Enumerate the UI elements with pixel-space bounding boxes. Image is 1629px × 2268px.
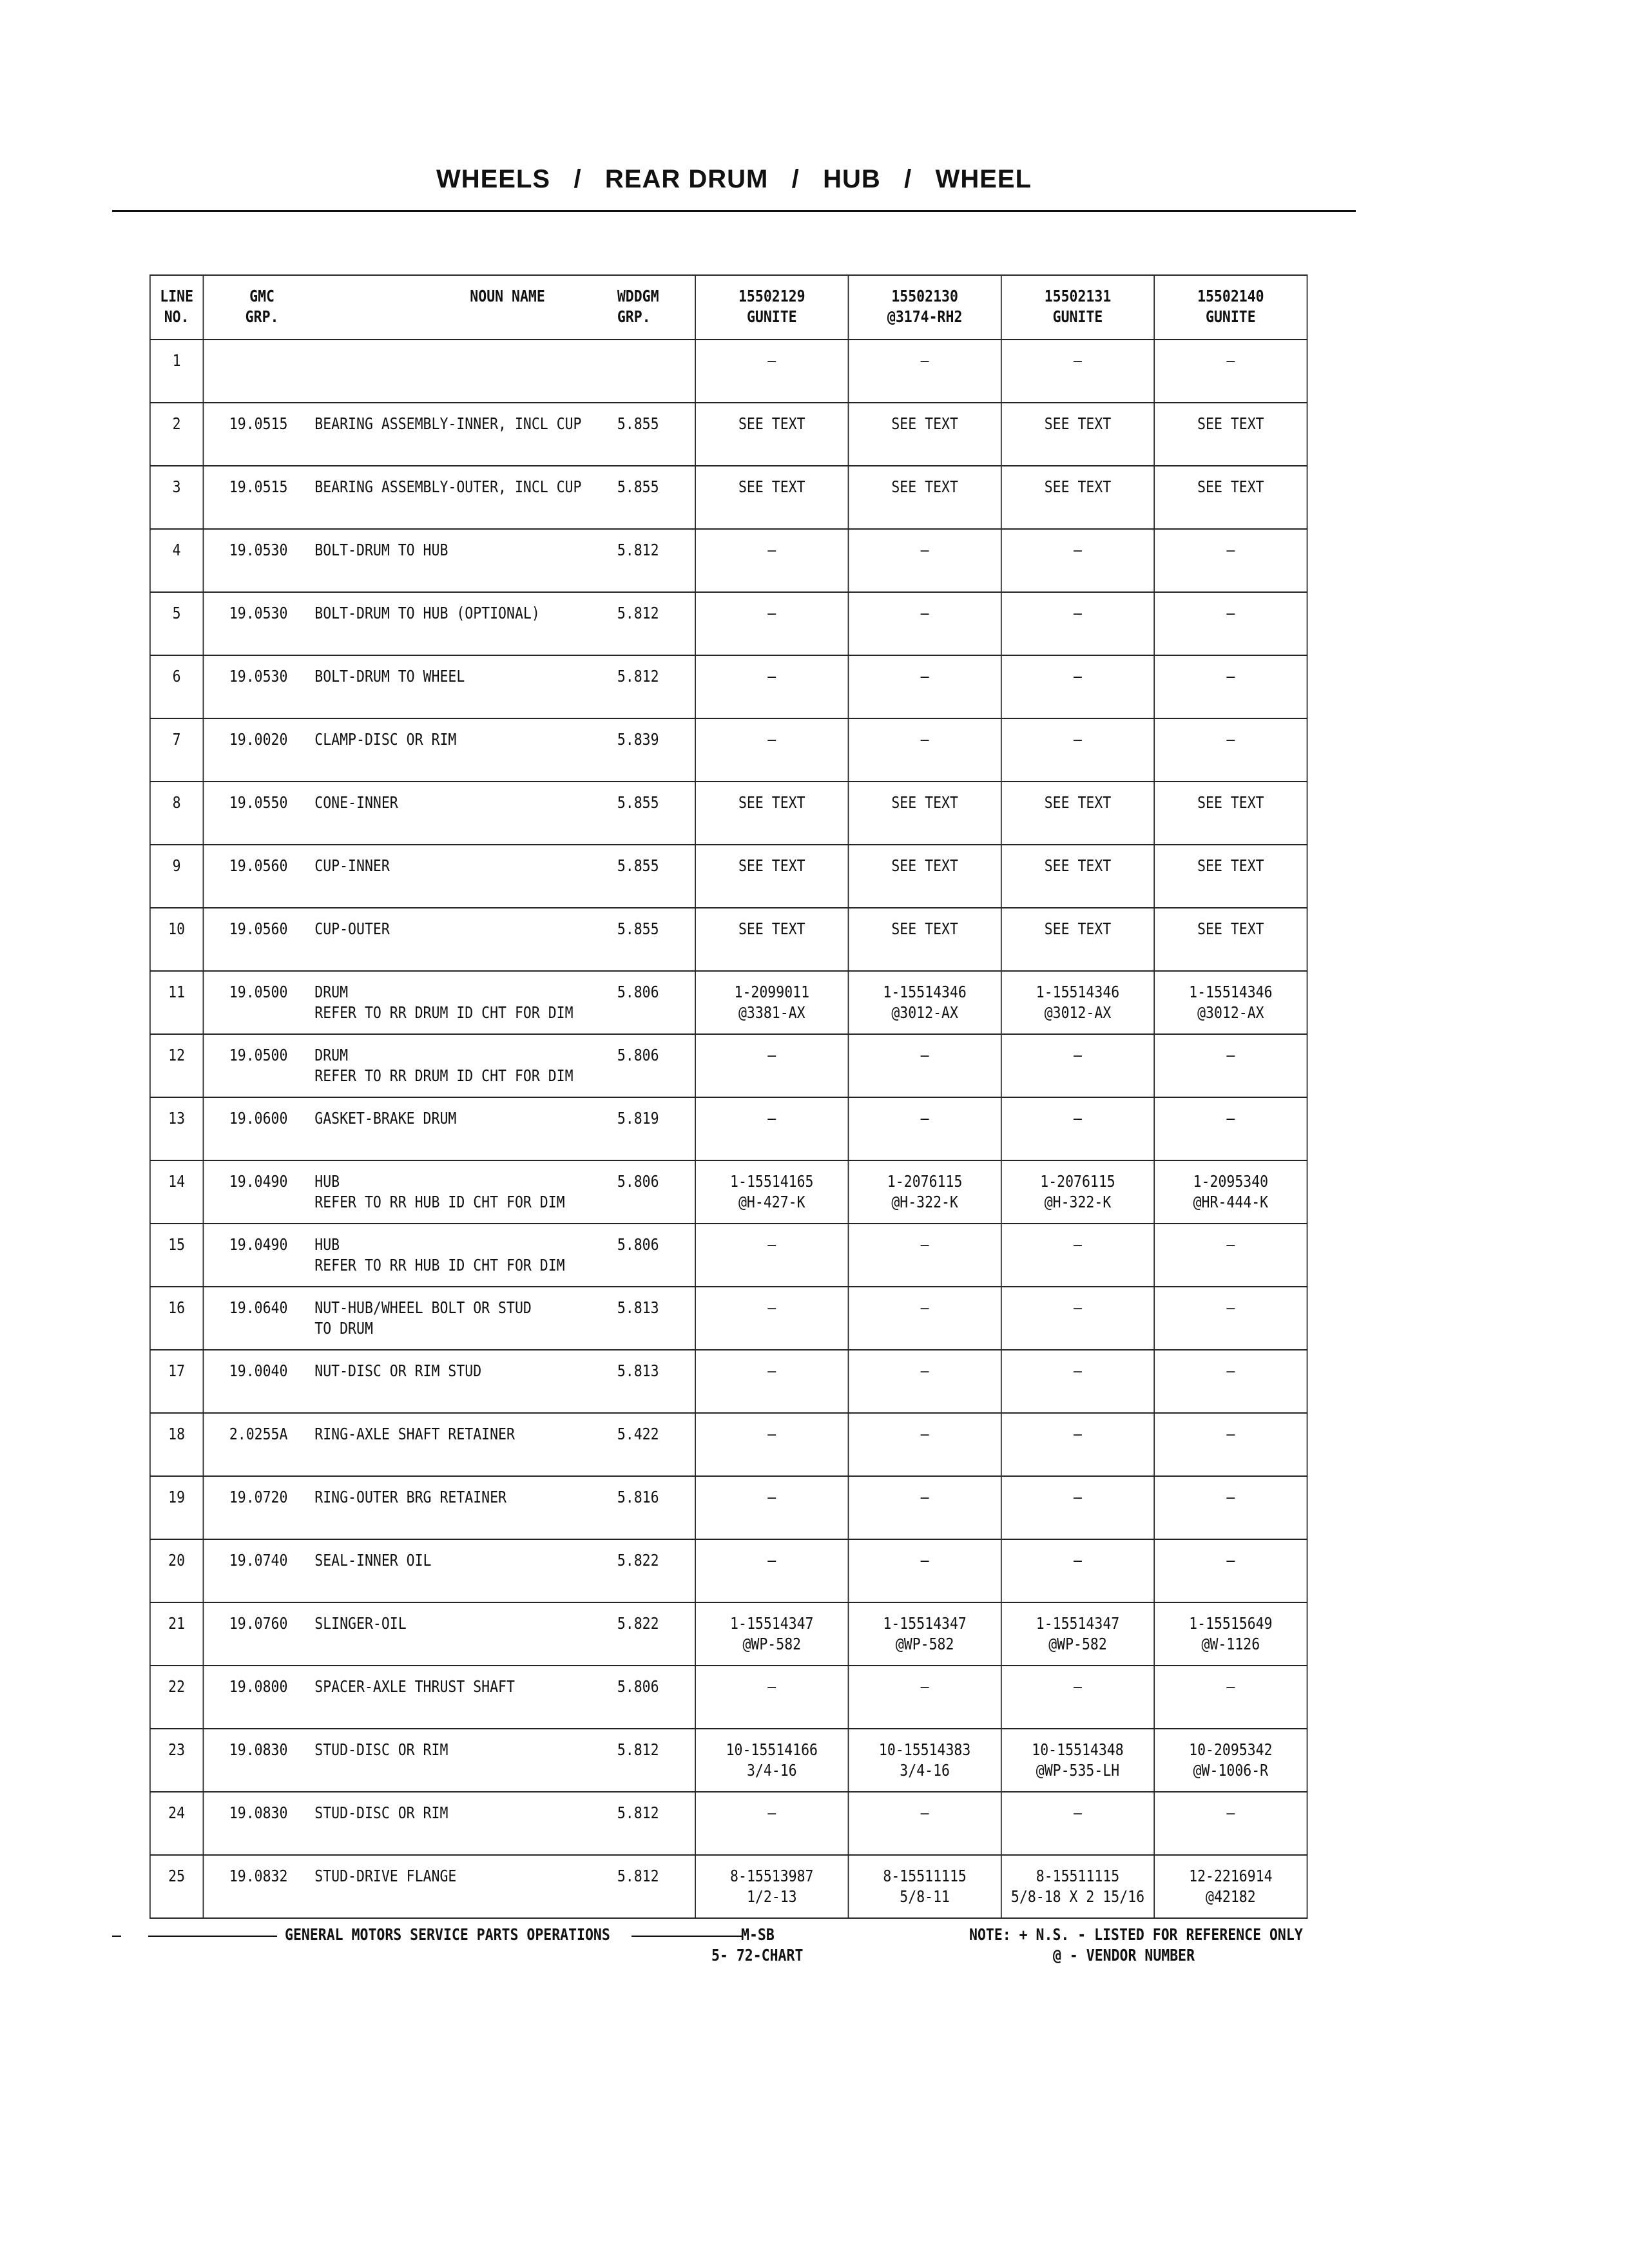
wddgm-group: 5.812 <box>617 541 659 559</box>
noun-name: SPACER-AXLE THRUST SHAFT <box>314 1677 515 1696</box>
gmc-group: 19.0740 <box>229 1551 288 1570</box>
part-number-cell: SEE TEXT <box>1154 403 1307 466</box>
wddgm-group: 5.855 <box>617 477 659 496</box>
part-number-cell: 8-15511115 5/8-18 X 2 15/16 <box>1001 1855 1154 1918</box>
gmc-group: 19.0500 <box>229 983 288 1001</box>
table-row <box>150 1224 1307 1287</box>
part-number-cell: 1-2076115 @H-322-K <box>1001 1160 1154 1224</box>
part-number-cell: — <box>1154 1097 1307 1160</box>
line-number: 23 <box>150 1729 204 1792</box>
part-number-cell: — <box>848 1476 1001 1539</box>
header-wddgm-grp: WDDGM GRP. <box>617 287 659 326</box>
wddgm-group: 5.813 <box>617 1361 659 1380</box>
page-footer <box>112 1925 1336 1970</box>
header-part-info <box>203 275 695 340</box>
part-number-cell: SEE TEXT <box>1001 782 1154 845</box>
table-row <box>150 718 1307 782</box>
part-number-cell: — <box>1001 1097 1154 1160</box>
gmc-group: 19.0832 <box>229 1867 288 1885</box>
gmc-group: 19.0600 <box>229 1109 288 1128</box>
part-info-cell <box>203 971 695 1034</box>
part-number-cell: — <box>848 592 1001 655</box>
part-number-cell: — <box>695 718 848 782</box>
part-info-cell <box>203 403 695 466</box>
noun-name: BEARING ASSEMBLY-OUTER, INCL CUP <box>314 477 582 496</box>
part-number-cell: — <box>695 1097 848 1160</box>
part-number-cell: 1-15514347 @WP-582 <box>1001 1602 1154 1666</box>
table-row <box>150 1666 1307 1729</box>
noun-name: BEARING ASSEMBLY-INNER, INCL CUP <box>314 414 582 433</box>
part-number-cell: — <box>848 655 1001 718</box>
part-number-cell: — <box>1154 529 1307 592</box>
table-row <box>150 1097 1307 1160</box>
gmc-group: 19.0530 <box>229 541 288 559</box>
part-info-cell <box>203 529 695 592</box>
part-number-cell: — <box>848 1792 1001 1855</box>
part-info-cell <box>203 1097 695 1160</box>
part-number-cell: — <box>695 1476 848 1539</box>
part-number-cell: SEE TEXT <box>1154 466 1307 529</box>
part-number-cell: — <box>1001 1476 1154 1539</box>
part-number-cell: — <box>848 718 1001 782</box>
gmc-group: 19.0800 <box>229 1677 288 1696</box>
table-row <box>150 1792 1307 1855</box>
header-line-no: LINE NO. <box>150 275 204 340</box>
table-row <box>150 592 1307 655</box>
part-info-cell <box>203 718 695 782</box>
noun-name: DRUM REFER TO RR DRUM ID CHT FOR DIM <box>314 1046 574 1085</box>
part-number-cell: — <box>695 1666 848 1729</box>
part-info-cell <box>203 466 695 529</box>
part-number-cell: — <box>1001 1350 1154 1413</box>
line-number: 20 <box>150 1539 204 1602</box>
noun-name: SLINGER-OIL <box>314 1614 407 1633</box>
part-number-cell: — <box>1001 529 1154 592</box>
part-number-cell: 10-15514166 3/4-16 <box>695 1729 848 1792</box>
header-noun-name: NOUN NAME <box>470 287 545 305</box>
part-number-cell: SEE TEXT <box>848 782 1001 845</box>
gmc-group: 19.0720 <box>229 1488 288 1506</box>
wddgm-group: 5.822 <box>617 1614 659 1633</box>
part-number-cell: — <box>1154 1350 1307 1413</box>
part-info-cell <box>203 1034 695 1097</box>
wddgm-group: 5.855 <box>617 414 659 433</box>
header-col-15502129: 15502129 GUNITE <box>695 275 848 340</box>
footer-left-dash <box>112 1936 121 1937</box>
part-number-cell: — <box>1154 1413 1307 1476</box>
gmc-group: 19.0500 <box>229 1046 288 1064</box>
part-number-cell: — <box>1001 1287 1154 1350</box>
part-number-cell: — <box>695 655 848 718</box>
wddgm-group: 5.812 <box>617 1867 659 1885</box>
part-info-cell <box>203 655 695 718</box>
wddgm-group: 5.812 <box>617 667 659 686</box>
part-number-cell: SEE TEXT <box>695 845 848 908</box>
gmc-group: 2.0255A <box>229 1425 288 1443</box>
line-number: 25 <box>150 1855 204 1918</box>
line-number: 13 <box>150 1097 204 1160</box>
part-info-cell <box>203 592 695 655</box>
line-number: 22 <box>150 1666 204 1729</box>
part-number-cell: — <box>695 1792 848 1855</box>
gmc-group: 19.0760 <box>229 1614 288 1633</box>
wddgm-group: 5.812 <box>617 604 659 622</box>
part-number-cell: SEE TEXT <box>848 845 1001 908</box>
part-number-cell: — <box>848 1097 1001 1160</box>
noun-name: HUB REFER TO RR HUB ID CHT FOR DIM <box>314 1235 565 1274</box>
line-number: 15 <box>150 1224 204 1287</box>
gmc-group: 19.0830 <box>229 1740 288 1759</box>
header-col-15502140: 15502140 GUNITE <box>1154 275 1307 340</box>
table-row <box>150 340 1307 403</box>
part-info-cell <box>203 1350 695 1413</box>
title-rule <box>112 210 1356 212</box>
wddgm-group: 5.839 <box>617 730 659 749</box>
part-number-cell: — <box>695 529 848 592</box>
page-title: WHEELS / REAR DRUM / HUB / WHEEL <box>436 165 1032 193</box>
part-number-cell: — <box>695 1034 848 1097</box>
part-info-cell <box>203 1539 695 1602</box>
wddgm-group: 5.422 <box>617 1425 659 1443</box>
footer-note: NOTE: + N.S. - LISTED FOR REFERENCE ONLY <box>969 1925 1303 1944</box>
table-row <box>150 1160 1307 1224</box>
table-header-row <box>150 275 1307 340</box>
wddgm-group: 5.855 <box>617 919 659 938</box>
table-row <box>150 845 1307 908</box>
line-number: 7 <box>150 718 204 782</box>
part-number-cell: SEE TEXT <box>695 908 848 971</box>
table-row <box>150 1476 1307 1539</box>
table-row <box>150 908 1307 971</box>
gmc-group: 19.0490 <box>229 1172 288 1191</box>
part-number-cell: SEE TEXT <box>695 466 848 529</box>
part-number-cell: 1-15514346 @3012-AX <box>1154 971 1307 1034</box>
line-number: 19 <box>150 1476 204 1539</box>
line-number: 14 <box>150 1160 204 1224</box>
gmc-group: 19.0515 <box>229 414 288 433</box>
table-row <box>150 529 1307 592</box>
noun-name: NUT-DISC OR RIM STUD <box>314 1361 482 1380</box>
part-number-cell: 12-2216914 @42182 <box>1154 1855 1307 1918</box>
part-number-cell: — <box>848 1350 1001 1413</box>
table-row <box>150 466 1307 529</box>
noun-name: BOLT-DRUM TO HUB <box>314 541 448 559</box>
table-row <box>150 1539 1307 1602</box>
noun-name: STUD-DISC OR RIM <box>314 1803 448 1822</box>
wddgm-group: 5.813 <box>617 1298 659 1317</box>
part-info-cell <box>203 1729 695 1792</box>
part-number-cell: — <box>1154 1287 1307 1350</box>
line-number: 1 <box>150 340 204 403</box>
part-info-cell <box>203 845 695 908</box>
line-number: 21 <box>150 1602 204 1666</box>
part-number-cell: SEE TEXT <box>1001 908 1154 971</box>
wddgm-group: 5.816 <box>617 1488 659 1506</box>
part-number-cell: — <box>1001 1413 1154 1476</box>
part-number-cell: — <box>848 1224 1001 1287</box>
part-number-cell: 1-15514346 @3012-AX <box>1001 971 1154 1034</box>
table-row <box>150 1350 1307 1413</box>
part-number-cell: 10-15514383 3/4-16 <box>848 1729 1001 1792</box>
wddgm-group: 5.806 <box>617 1235 659 1254</box>
part-number-cell: 1-15514347 @WP-582 <box>848 1602 1001 1666</box>
part-number-cell: SEE TEXT <box>848 403 1001 466</box>
line-number: 5 <box>150 592 204 655</box>
part-number-cell: — <box>695 340 848 403</box>
line-number: 16 <box>150 1287 204 1350</box>
gmc-group: 19.0530 <box>229 604 288 622</box>
line-number: 17 <box>150 1350 204 1413</box>
wddgm-group: 5.806 <box>617 983 659 1001</box>
part-number-cell: — <box>1154 1224 1307 1287</box>
part-number-cell: — <box>1001 1034 1154 1097</box>
part-number-cell: 8-15513987 1/2-13 <box>695 1855 848 1918</box>
gmc-group: 19.0830 <box>229 1803 288 1822</box>
table-row <box>150 1729 1307 1792</box>
noun-name: SEAL-INNER OIL <box>314 1551 432 1570</box>
part-number-cell: — <box>1001 718 1154 782</box>
part-number-cell: — <box>1154 718 1307 782</box>
noun-name: STUD-DRIVE FLANGE <box>314 1867 457 1885</box>
part-number-cell: 1-15514346 @3012-AX <box>848 971 1001 1034</box>
part-number-cell: SEE TEXT <box>1001 403 1154 466</box>
part-info-cell <box>203 1476 695 1539</box>
wddgm-group: 5.812 <box>617 1740 659 1759</box>
part-number-cell: — <box>1001 1539 1154 1602</box>
footer-code: M-SB <box>741 1925 775 1944</box>
table-row <box>150 782 1307 845</box>
part-info-cell <box>203 1666 695 1729</box>
part-info-cell <box>203 1792 695 1855</box>
wddgm-group: 5.819 <box>617 1109 659 1128</box>
part-number-cell: — <box>848 1034 1001 1097</box>
footer-org: GENERAL MOTORS SERVICE PARTS OPERATIONS <box>285 1925 610 1944</box>
noun-name: CONE-INNER <box>314 793 398 812</box>
part-number-cell: 1-2076115 @H-322-K <box>848 1160 1001 1224</box>
noun-name: CLAMP-DISC OR RIM <box>314 730 457 749</box>
part-info-cell <box>203 1287 695 1350</box>
gmc-group: 19.0550 <box>229 793 288 812</box>
part-number-cell: SEE TEXT <box>1154 845 1307 908</box>
part-number-cell: — <box>1001 1792 1154 1855</box>
part-number-cell: — <box>1154 340 1307 403</box>
part-number-cell: — <box>848 1539 1001 1602</box>
gmc-group: 19.0560 <box>229 856 288 875</box>
table-row <box>150 403 1307 466</box>
part-number-cell: — <box>848 1287 1001 1350</box>
part-number-cell: SEE TEXT <box>695 403 848 466</box>
table-row <box>150 1034 1307 1097</box>
parts-table <box>149 274 1307 1919</box>
part-number-cell: — <box>848 1666 1001 1729</box>
part-number-cell: SEE TEXT <box>695 782 848 845</box>
part-info-cell <box>203 1602 695 1666</box>
part-number-cell: — <box>848 340 1001 403</box>
line-number: 12 <box>150 1034 204 1097</box>
part-number-cell: 1-15515649 @W-1126 <box>1154 1602 1307 1666</box>
part-number-cell: SEE TEXT <box>1154 908 1307 971</box>
noun-name: CUP-OUTER <box>314 919 390 938</box>
footer-rule-right <box>631 1936 742 1937</box>
part-number-cell: — <box>1154 1476 1307 1539</box>
part-number-cell: — <box>1001 655 1154 718</box>
part-number-cell: — <box>848 1413 1001 1476</box>
noun-name: RING-AXLE SHAFT RETAINER <box>314 1425 515 1443</box>
table-row <box>150 1602 1307 1666</box>
header-col-15502131: 15502131 GUNITE <box>1001 275 1154 340</box>
table-row <box>150 1855 1307 1918</box>
part-info-cell <box>203 1855 695 1918</box>
footer-vendor-legend: @ - VENDOR NUMBER <box>1053 1946 1195 1965</box>
noun-name: RING-OUTER BRG RETAINER <box>314 1488 507 1506</box>
noun-name: DRUM REFER TO RR DRUM ID CHT FOR DIM <box>314 983 574 1022</box>
part-number-cell: SEE TEXT <box>1001 466 1154 529</box>
part-number-cell: — <box>1154 1792 1307 1855</box>
table-row <box>150 971 1307 1034</box>
part-number-cell: — <box>695 1224 848 1287</box>
table-row <box>150 1413 1307 1476</box>
part-number-cell: 1-15514347 @WP-582 <box>695 1602 848 1666</box>
noun-name: NUT-HUB/WHEEL BOLT OR STUD TO DRUM <box>314 1298 532 1338</box>
part-number-cell: — <box>695 1350 848 1413</box>
table-row <box>150 1287 1307 1350</box>
part-info-cell <box>203 782 695 845</box>
part-number-cell: — <box>1154 655 1307 718</box>
line-number: 8 <box>150 782 204 845</box>
part-number-cell: 10-15514348 @WP-535-LH <box>1001 1729 1154 1792</box>
part-number-cell: — <box>848 529 1001 592</box>
wddgm-group: 5.855 <box>617 856 659 875</box>
table-row <box>150 655 1307 718</box>
part-number-cell: — <box>1154 1666 1307 1729</box>
part-info-cell <box>203 340 695 403</box>
wddgm-group: 5.855 <box>617 793 659 812</box>
noun-name: STUD-DISC OR RIM <box>314 1740 448 1759</box>
part-number-cell: — <box>695 1539 848 1602</box>
footer-page-number: 5- 72-CHART <box>711 1946 804 1965</box>
part-info-cell <box>203 1224 695 1287</box>
part-info-cell <box>203 908 695 971</box>
noun-name: HUB REFER TO RR HUB ID CHT FOR DIM <box>314 1172 565 1211</box>
wddgm-group: 5.806 <box>617 1172 659 1191</box>
line-number: 6 <box>150 655 204 718</box>
part-number-cell: SEE TEXT <box>1001 845 1154 908</box>
part-number-cell: — <box>695 592 848 655</box>
line-number: 4 <box>150 529 204 592</box>
line-number: 2 <box>150 403 204 466</box>
part-number-cell: — <box>695 1413 848 1476</box>
part-number-cell: — <box>1001 340 1154 403</box>
part-number-cell: SEE TEXT <box>848 908 1001 971</box>
noun-name: GASKET-BRAKE DRUM <box>314 1109 457 1128</box>
part-info-cell <box>203 1413 695 1476</box>
gmc-group: 19.0640 <box>229 1298 288 1317</box>
footer-rule-left <box>148 1936 277 1937</box>
gmc-group: 19.0490 <box>229 1235 288 1254</box>
wddgm-group: 5.822 <box>617 1551 659 1570</box>
gmc-group: 19.0040 <box>229 1361 288 1380</box>
wddgm-group: 5.812 <box>617 1803 659 1822</box>
part-number-cell: SEE TEXT <box>848 466 1001 529</box>
part-number-cell: — <box>1001 592 1154 655</box>
line-number: 11 <box>150 971 204 1034</box>
wddgm-group: 5.806 <box>617 1046 659 1064</box>
noun-name: CUP-INNER <box>314 856 390 875</box>
part-number-cell: 10-2095342 @W-1006-R <box>1154 1729 1307 1792</box>
part-number-cell: — <box>1154 1034 1307 1097</box>
line-number: 9 <box>150 845 204 908</box>
noun-name: BOLT-DRUM TO HUB (OPTIONAL) <box>314 604 540 622</box>
part-number-cell: 8-15511115 5/8-11 <box>848 1855 1001 1918</box>
gmc-group: 19.0020 <box>229 730 288 749</box>
gmc-group: 19.0560 <box>229 919 288 938</box>
part-number-cell: — <box>1001 1224 1154 1287</box>
gmc-group: 19.0515 <box>229 477 288 496</box>
gmc-group: 19.0530 <box>229 667 288 686</box>
part-number-cell: 1-2095340 @HR-444-K <box>1154 1160 1307 1224</box>
line-number: 10 <box>150 908 204 971</box>
line-number: 3 <box>150 466 204 529</box>
line-number: 24 <box>150 1792 204 1855</box>
part-number-cell: 1-15514165 @H-427-K <box>695 1160 848 1224</box>
wddgm-group: 5.806 <box>617 1677 659 1696</box>
part-number-cell: — <box>695 1287 848 1350</box>
noun-name: BOLT-DRUM TO WHEEL <box>314 667 465 686</box>
part-number-cell: — <box>1154 592 1307 655</box>
part-number-cell: 1-2099011 @3381-AX <box>695 971 848 1034</box>
header-col-15502130: 15502130 @3174-RH2 <box>848 275 1001 340</box>
line-number: 18 <box>150 1413 204 1476</box>
part-number-cell: — <box>1154 1539 1307 1602</box>
part-number-cell: — <box>1001 1666 1154 1729</box>
part-info-cell <box>203 1160 695 1224</box>
header-gmc-grp: GMC GRP. <box>245 287 279 326</box>
part-number-cell: SEE TEXT <box>1154 782 1307 845</box>
